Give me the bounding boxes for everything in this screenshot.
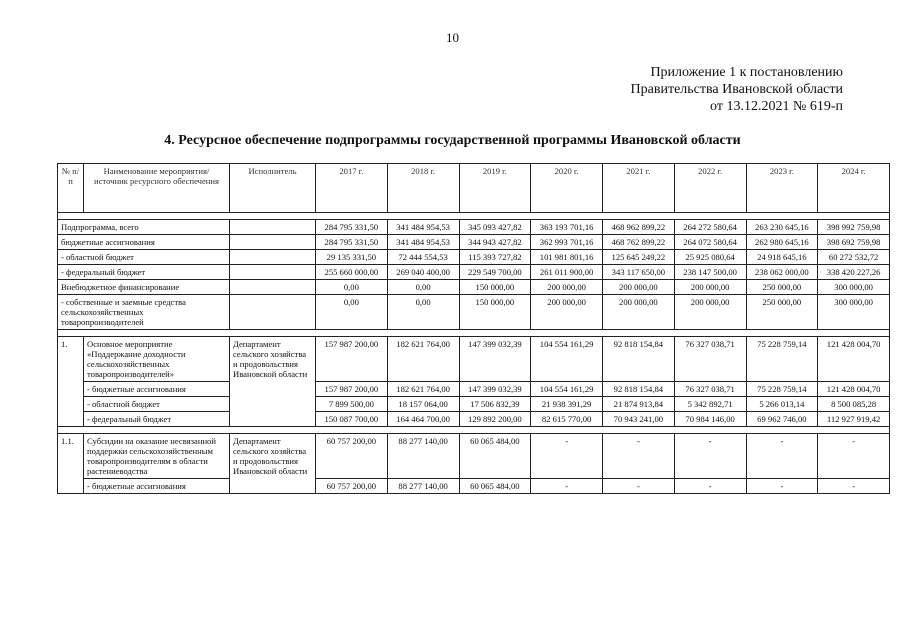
value-cell: 92 818 154,84 bbox=[603, 337, 675, 382]
measure-row bbox=[58, 479, 890, 494]
executor-cell bbox=[230, 280, 316, 295]
value-cell: 262 980 645,16 bbox=[746, 235, 818, 250]
value-cell: 125 645 249,22 bbox=[603, 250, 675, 265]
value-cell: 150 000,00 bbox=[459, 280, 531, 295]
header-year: 2022 г. bbox=[674, 164, 746, 213]
executor-cell bbox=[230, 250, 316, 265]
value-cell: 300 000,00 bbox=[818, 295, 890, 330]
value-cell: 112 927 919,42 bbox=[818, 412, 890, 427]
header-executor: Исполнитель bbox=[230, 164, 316, 213]
value-cell: 82 615 770,00 bbox=[531, 412, 603, 427]
row-label: - федеральный бюджет bbox=[58, 265, 230, 280]
value-cell: 200 000,00 bbox=[674, 280, 746, 295]
value-cell: 5 266 013,14 bbox=[746, 397, 818, 412]
value-cell: 60 065 484,00 bbox=[459, 479, 531, 494]
resource-table bbox=[57, 163, 890, 494]
value-cell: - bbox=[818, 479, 890, 494]
value-cell: 261 011 900,00 bbox=[531, 265, 603, 280]
row-label: - бюджетные ассигнования bbox=[84, 382, 230, 397]
value-cell: - bbox=[818, 434, 890, 479]
value-cell: 363 193 701,16 bbox=[531, 220, 603, 235]
appendix-line: Правительства Ивановской области bbox=[630, 82, 843, 97]
value-cell: 21 874 913,84 bbox=[603, 397, 675, 412]
row-label: бюджетные ассигнования bbox=[58, 235, 230, 250]
value-cell: 115 393 727,82 bbox=[459, 250, 531, 265]
spacer-cell bbox=[58, 427, 890, 434]
value-cell: 284 795 331,50 bbox=[316, 235, 388, 250]
measure-number: 1. bbox=[58, 337, 84, 427]
summary-row bbox=[58, 235, 890, 250]
value-cell: 284 795 331,50 bbox=[316, 220, 388, 235]
value-cell: 147 399 032,39 bbox=[459, 382, 531, 397]
header-year: 2021 г. bbox=[603, 164, 675, 213]
row-label: - федеральный бюджет bbox=[84, 412, 230, 427]
measure-row bbox=[58, 434, 890, 479]
value-cell: 101 981 801,16 bbox=[531, 250, 603, 265]
value-cell: 200 000,00 bbox=[531, 295, 603, 330]
value-cell: 264 072 580,64 bbox=[674, 235, 746, 250]
row-label: - областной бюджет bbox=[84, 397, 230, 412]
value-cell: 200 000,00 bbox=[603, 295, 675, 330]
value-cell: 157 987 200,00 bbox=[316, 337, 388, 382]
measure-row bbox=[58, 397, 890, 412]
value-cell: 69 962 746,00 bbox=[746, 412, 818, 427]
header-year: 2017 г. bbox=[316, 164, 388, 213]
value-cell: 229 549 700,00 bbox=[459, 265, 531, 280]
summary-section bbox=[58, 213, 890, 330]
value-cell: 341 484 954,53 bbox=[387, 235, 459, 250]
value-cell: 29 135 331,50 bbox=[316, 250, 388, 265]
appendix-line: от 13.12.2021 № 619-п bbox=[710, 99, 843, 114]
summary-row bbox=[58, 250, 890, 265]
value-cell: 21 938 391,29 bbox=[531, 397, 603, 412]
value-cell: 60 272 532,72 bbox=[818, 250, 890, 265]
value-cell: 0,00 bbox=[387, 280, 459, 295]
measure-row bbox=[58, 337, 890, 382]
value-cell: 398 692 759,98 bbox=[818, 235, 890, 250]
value-cell: 60 757 200,00 bbox=[316, 479, 388, 494]
summary-row bbox=[58, 280, 890, 295]
value-cell: 150 087 700,00 bbox=[316, 412, 388, 427]
value-cell: 104 554 161,29 bbox=[531, 382, 603, 397]
summary-row bbox=[58, 220, 890, 235]
row-label: Субсидии на оказание несвязанной поддержки сельскохозяйственным товаропроизводителям в области растениеводства bbox=[84, 434, 230, 479]
value-cell: 18 157 064,00 bbox=[387, 397, 459, 412]
value-cell: 0,00 bbox=[316, 295, 388, 330]
value-cell: 76 327 038,71 bbox=[674, 382, 746, 397]
value-cell: 269 040 400,00 bbox=[387, 265, 459, 280]
value-cell: - bbox=[603, 434, 675, 479]
value-cell: - bbox=[746, 479, 818, 494]
value-cell: 182 621 764,00 bbox=[387, 382, 459, 397]
spacer-cell bbox=[58, 330, 890, 337]
value-cell: 200 000,00 bbox=[531, 280, 603, 295]
value-cell: 468 962 899,22 bbox=[603, 220, 675, 235]
measure-number: 1.1. bbox=[58, 434, 84, 494]
value-cell: 5 342 892,71 bbox=[674, 397, 746, 412]
value-cell: 264 272 580,64 bbox=[674, 220, 746, 235]
value-cell: 344 943 427,82 bbox=[459, 235, 531, 250]
value-cell: 75 228 759,14 bbox=[746, 337, 818, 382]
value-cell: 341 484 954,53 bbox=[387, 220, 459, 235]
header-year: 2019 г. bbox=[459, 164, 531, 213]
value-cell: 24 918 645,16 bbox=[746, 250, 818, 265]
value-cell: 70 943 241,00 bbox=[603, 412, 675, 427]
value-cell: 338 420 227,26 bbox=[818, 265, 890, 280]
value-cell: 238 147 500,00 bbox=[674, 265, 746, 280]
value-cell: 343 117 650,00 bbox=[603, 265, 675, 280]
value-cell: 17 506 832,39 bbox=[459, 397, 531, 412]
executor-cell bbox=[230, 220, 316, 235]
value-cell: 255 660 000,00 bbox=[316, 265, 388, 280]
summary-row bbox=[58, 265, 890, 280]
value-cell: 468 762 899,22 bbox=[603, 235, 675, 250]
executor-cell bbox=[230, 295, 316, 330]
spacer-row bbox=[58, 427, 890, 434]
value-cell: 70 984 146,00 bbox=[674, 412, 746, 427]
value-cell: 398 992 759,98 bbox=[818, 220, 890, 235]
row-label: Основное мероприятие «Поддержание доходности сельскохозяйственных товаропроизводителей» bbox=[84, 337, 230, 382]
value-cell: 88 277 140,00 bbox=[387, 434, 459, 479]
value-cell: - bbox=[674, 479, 746, 494]
value-cell: - bbox=[603, 479, 675, 494]
row-label: - собственные и заемные средства сельскохозяйственных товаропроизводителей bbox=[58, 295, 230, 330]
document-title: 4. Ресурсное обеспечение подпрограммы государственной программы Ивановской области bbox=[164, 133, 741, 148]
measure-1-1-section bbox=[58, 427, 890, 494]
value-cell: 300 000,00 bbox=[818, 280, 890, 295]
value-cell: 200 000,00 bbox=[674, 295, 746, 330]
header-name: Наименование мероприятия/источник ресурсного обеспечения bbox=[84, 164, 230, 213]
value-cell: 164 464 700,00 bbox=[387, 412, 459, 427]
value-cell: 0,00 bbox=[316, 280, 388, 295]
value-cell: 76 327 038,71 bbox=[674, 337, 746, 382]
page-number: 10 bbox=[446, 30, 459, 45]
spacer-cell bbox=[58, 213, 890, 220]
header-num: № п/п bbox=[58, 164, 84, 213]
row-label: Внебюджетное финансирование bbox=[58, 280, 230, 295]
value-cell: 147 399 032,39 bbox=[459, 337, 531, 382]
value-cell: 104 554 161,29 bbox=[531, 337, 603, 382]
value-cell: 238 062 000,00 bbox=[746, 265, 818, 280]
header-year: 2024 г. bbox=[818, 164, 890, 213]
value-cell: 72 444 554,53 bbox=[387, 250, 459, 265]
value-cell: 263 230 645,16 bbox=[746, 220, 818, 235]
value-cell: 250 000,00 bbox=[746, 295, 818, 330]
executor-cell: Департамент сельского хозяйства и продовольствия Ивановской области bbox=[230, 434, 316, 494]
value-cell: 60 065 484,00 bbox=[459, 434, 531, 479]
header-year: 2023 г. bbox=[746, 164, 818, 213]
value-cell: 0,00 bbox=[387, 295, 459, 330]
appendix-line: Приложение 1 к постановлению bbox=[650, 65, 843, 80]
header-year: 2018 г. bbox=[387, 164, 459, 213]
measure-1-section bbox=[58, 330, 890, 427]
value-cell: 7 899 500,00 bbox=[316, 397, 388, 412]
value-cell: 121 428 004,70 bbox=[818, 337, 890, 382]
row-label: - бюджетные ассигнования bbox=[84, 479, 230, 494]
row-label: - областной бюджет bbox=[58, 250, 230, 265]
value-cell: - bbox=[531, 479, 603, 494]
value-cell: 8 500 085,28 bbox=[818, 397, 890, 412]
value-cell: 200 000,00 bbox=[603, 280, 675, 295]
value-cell: 60 757 200,00 bbox=[316, 434, 388, 479]
value-cell: 75 228 759,14 bbox=[746, 382, 818, 397]
spacer-row bbox=[58, 213, 890, 220]
measure-row bbox=[58, 412, 890, 427]
measure-row bbox=[58, 382, 890, 397]
value-cell: - bbox=[531, 434, 603, 479]
value-cell: - bbox=[746, 434, 818, 479]
summary-row bbox=[58, 295, 890, 330]
spacer-row bbox=[58, 330, 890, 337]
value-cell: 157 987 200,00 bbox=[316, 382, 388, 397]
value-cell: 150 000,00 bbox=[459, 295, 531, 330]
header-year: 2020 г. bbox=[531, 164, 603, 213]
executor-cell: Департамент сельского хозяйства и продовольствия Ивановской области bbox=[230, 337, 316, 427]
executor-cell bbox=[230, 235, 316, 250]
value-cell: 92 818 154,84 bbox=[603, 382, 675, 397]
row-label: Подпрограмма, всего bbox=[58, 220, 230, 235]
value-cell: - bbox=[674, 434, 746, 479]
value-cell: 129 892 200,00 bbox=[459, 412, 531, 427]
value-cell: 25 925 080,64 bbox=[674, 250, 746, 265]
appendix-header bbox=[631, 64, 843, 115]
value-cell: 362 993 701,16 bbox=[531, 235, 603, 250]
header-row bbox=[58, 164, 890, 213]
value-cell: 121 428 004,70 bbox=[818, 382, 890, 397]
value-cell: 182 621 764,00 bbox=[387, 337, 459, 382]
value-cell: 88 277 140,00 bbox=[387, 479, 459, 494]
value-cell: 250 000,00 bbox=[746, 280, 818, 295]
executor-cell bbox=[230, 265, 316, 280]
value-cell: 345 093 427,82 bbox=[459, 220, 531, 235]
